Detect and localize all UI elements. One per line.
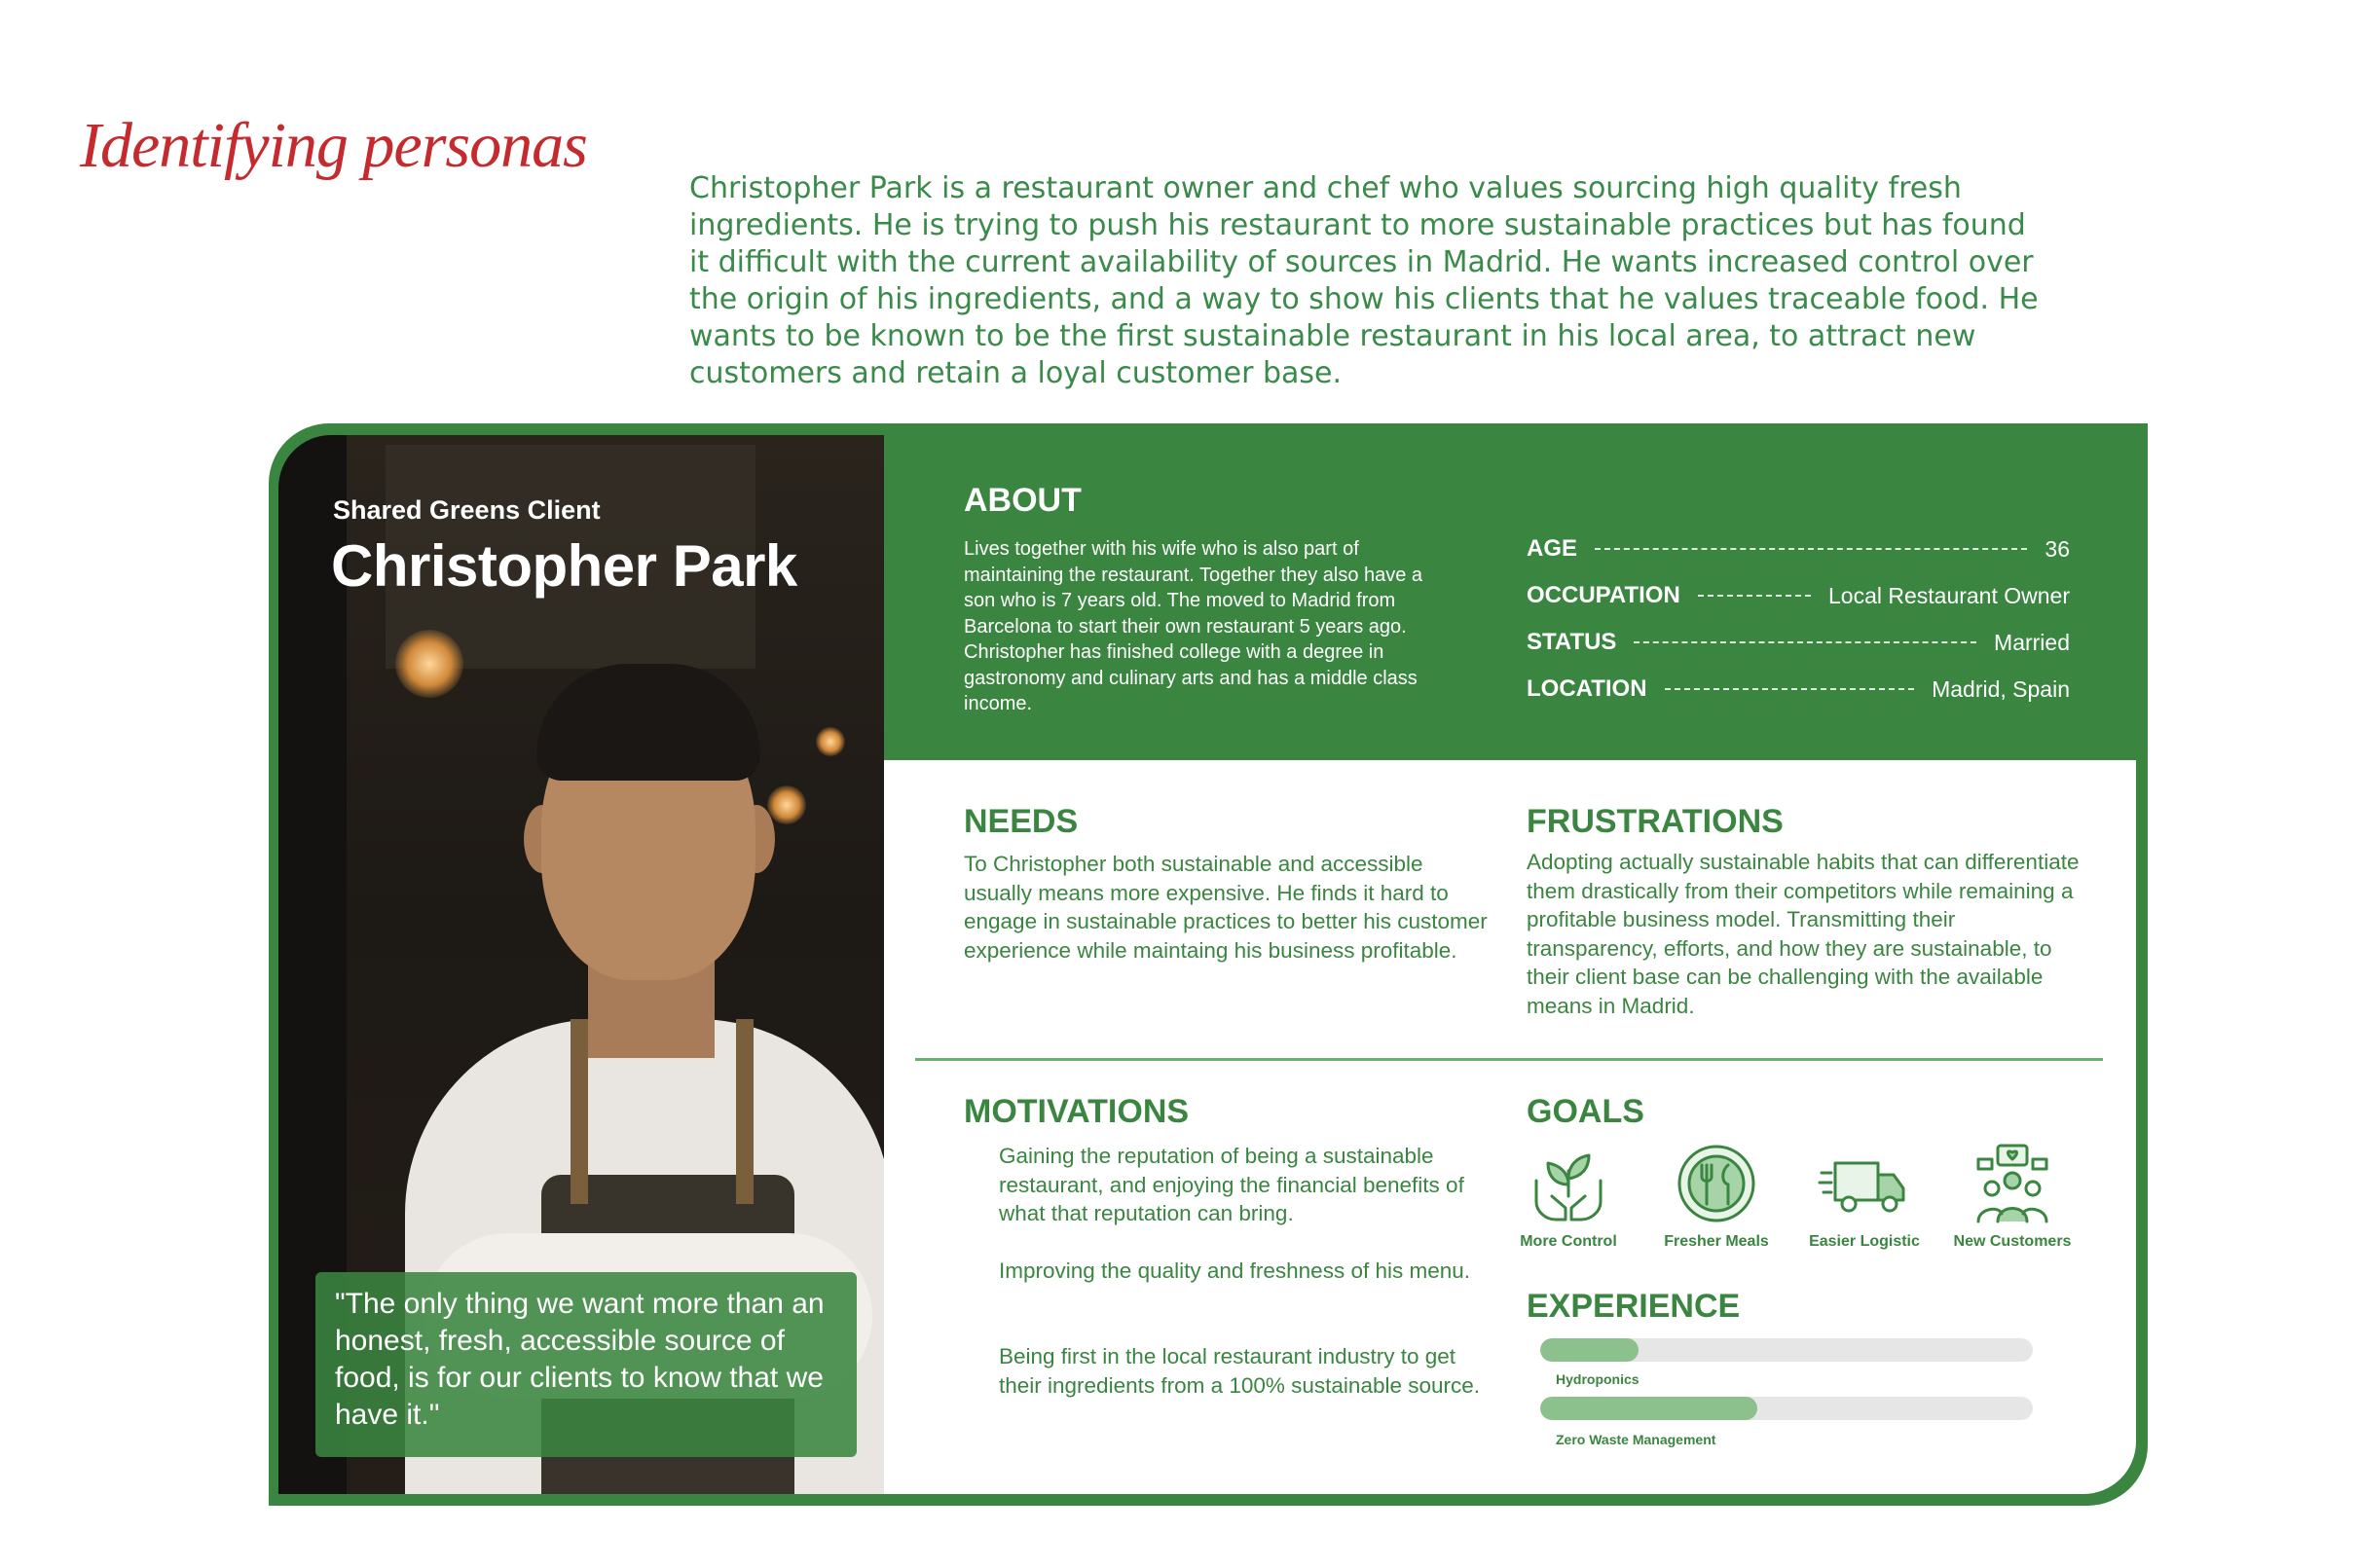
stat-label: LOCATION xyxy=(1527,675,1647,702)
experience-bar-zero-waste xyxy=(1540,1397,2033,1420)
needs-heading: NEEDS xyxy=(964,803,1079,840)
experience-label: Zero Waste Management xyxy=(1556,1432,1716,1447)
stat-value: Madrid, Spain xyxy=(1932,675,2070,702)
lamp-light xyxy=(395,630,463,698)
delivery-truck-icon xyxy=(1818,1142,1911,1225)
stat-value: 36 xyxy=(2045,535,2070,562)
goal-more-control xyxy=(1495,1142,1641,1251)
goal-label: Easier Logistic xyxy=(1809,1233,1920,1250)
persona-name: Christopher Park xyxy=(331,533,797,599)
dashed-leader xyxy=(1665,688,1915,690)
persona-quote: "The only thing we want more than an honest, fresh, accessible source of food, is for our clients to know that we have it." xyxy=(335,1288,825,1431)
lamp-light xyxy=(816,727,845,756)
hair xyxy=(536,664,760,781)
frustrations-text: Adopting actually sustainable habits that can differentiate them drastically from their competitors while remaining a profitable business model. Transmitting their transparency, efforts, and how they are sustainable, to their client base can be challenging with the available means in Madrid. xyxy=(1527,850,2080,1018)
goal-fresher-meals xyxy=(1643,1142,1789,1251)
stat-value: Local Restaurant Owner xyxy=(1827,582,2070,608)
experience-heading: EXPERIENCE xyxy=(1527,1288,1741,1325)
stat-label: OCCUPATION xyxy=(1527,582,1680,608)
lamp-light xyxy=(767,785,806,824)
stat-value: Married xyxy=(1994,629,2070,655)
dashed-leader xyxy=(1698,595,1811,597)
about-section xyxy=(884,435,2136,760)
stat-occupation xyxy=(1527,579,2070,612)
dashed-leader xyxy=(1634,641,1976,643)
persona-subtitle: Shared Greens Client xyxy=(333,495,601,525)
needs-text: To Christopher both sustainable and accessible usually means more expensive. He finds it hard to engage in sustainable practices to better his customer experience while maintaing his business profitable. xyxy=(964,852,1488,963)
goal-label: More Control xyxy=(1520,1233,1617,1250)
plate-fork-knife-icon xyxy=(1675,1142,1758,1225)
about-text: Lives together with his wife who is also part of maintaining the restaurant. Together they also have a son who is 7 years old. The moved to Madrid from Barcelona to start their own restaurant 5 years ago. Christopher has finished college with a degree in gastronomy and culinary arts and has a middle class income. xyxy=(964,538,1423,714)
people-heart-icon xyxy=(1971,1142,2054,1225)
stat-label: AGE xyxy=(1527,535,1578,562)
persona-card-inner xyxy=(278,435,2136,1494)
goal-label: New Customers xyxy=(1953,1233,2072,1250)
quote-box xyxy=(315,1272,857,1457)
motivation-item: Being first in the local restaurant industry to get their ingredients from a 100% sustainable source. xyxy=(999,1344,1481,1398)
stat-label: STATUS xyxy=(1527,629,1617,655)
motivation-item: Gaining the reputation of being a sustainable restaurant, and enjoying the financial benefits of what that reputation can bring. xyxy=(999,1144,1464,1225)
persona-photo xyxy=(278,435,884,1494)
about-heading: ABOUT xyxy=(964,482,1082,519)
apron-strap xyxy=(736,1019,754,1204)
dashed-leader xyxy=(1595,548,2027,550)
experience-bar-fill xyxy=(1540,1397,1757,1420)
experience-label: Hydroponics xyxy=(1556,1371,1640,1387)
goal-new-customers xyxy=(1939,1142,2085,1251)
page-title: Identifying personas xyxy=(80,110,587,181)
hands-plant-icon xyxy=(1527,1142,1610,1225)
motivations-heading: MOTIVATIONS xyxy=(964,1093,1190,1130)
motivation-item: Improving the quality and freshness of his menu. xyxy=(999,1258,1471,1283)
goal-easier-logistic xyxy=(1791,1142,1937,1251)
section-divider xyxy=(915,1058,2103,1061)
experience-bar-fill xyxy=(1540,1338,1639,1362)
frustrations-heading: FRUSTRATIONS xyxy=(1527,803,1784,840)
intro-paragraph: Christopher Park is a restaurant owner and chef who values sourcing high quality fresh ingredients. He is trying to push his restaurant to more sustainable practices but has found it difficult with the current availability of sources in Madrid. He wants increased control over the origin of his ingredients, and a way to show his clients that he values traceable food. He wants to be known to be the first sustainable restaurant in his local area, to attract new customers and retain a loyal customer base. xyxy=(689,171,2039,390)
goal-label: Fresher Meals xyxy=(1664,1233,1769,1250)
apron-strap xyxy=(571,1019,588,1204)
stat-age xyxy=(1527,532,2070,565)
persona-card xyxy=(269,423,2148,1506)
stat-location xyxy=(1527,673,2070,706)
experience-bar-hydroponics xyxy=(1540,1338,2033,1362)
stat-status xyxy=(1527,626,2070,659)
goals-heading: GOALS xyxy=(1527,1093,1644,1130)
